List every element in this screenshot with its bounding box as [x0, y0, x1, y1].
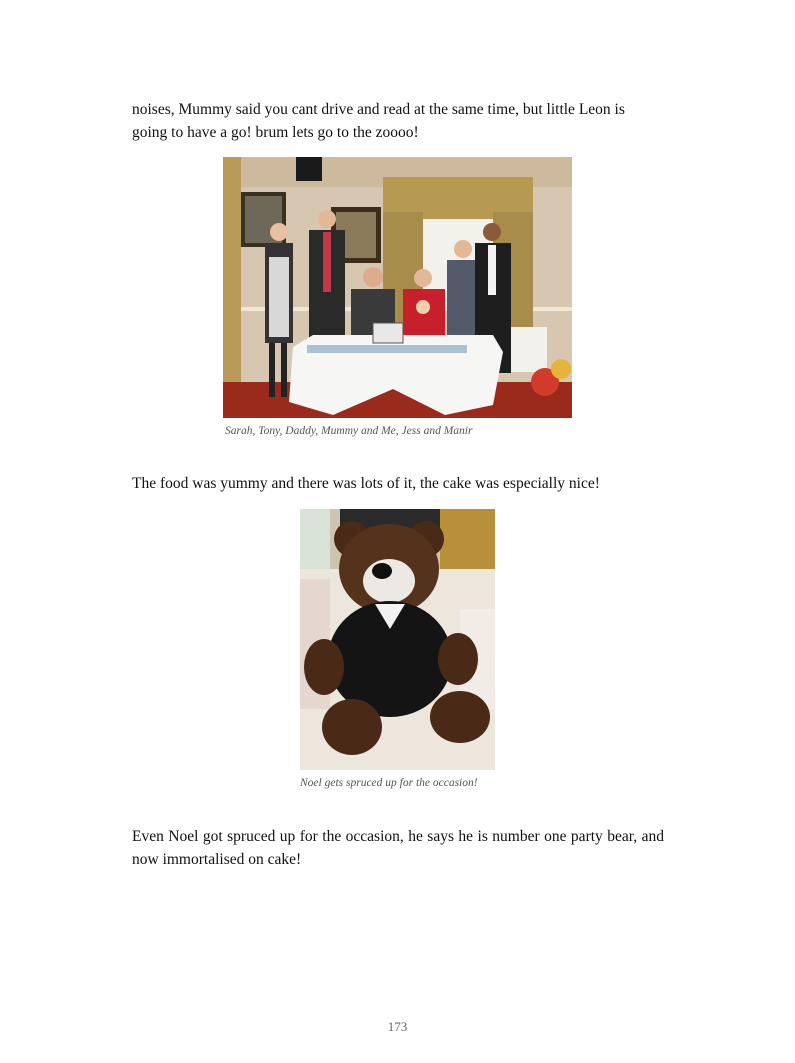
bear-photo: [300, 509, 495, 770]
paragraph-intro: noises, Mummy said you cant drive and read at the same time, but little Leon is going to have a go! brum lets go to the zoooo!: [132, 101, 625, 141]
paragraph-food: The food was yummy and there was lots of it, the cake was especially nice!: [132, 475, 600, 492]
group-photo: [223, 157, 572, 418]
page-number: 173: [387, 1019, 408, 1034]
bear-photo-caption: Noel gets spruced up for the occasion!: [300, 777, 478, 789]
paragraph-noel: Even Noel got spruced up for the occasion, he says he is number one party bear, and now immortalised on cake!: [132, 828, 664, 868]
group-photo-caption: Sarah, Tony, Daddy, Mummy and Me, Jess and Manir: [225, 425, 473, 437]
